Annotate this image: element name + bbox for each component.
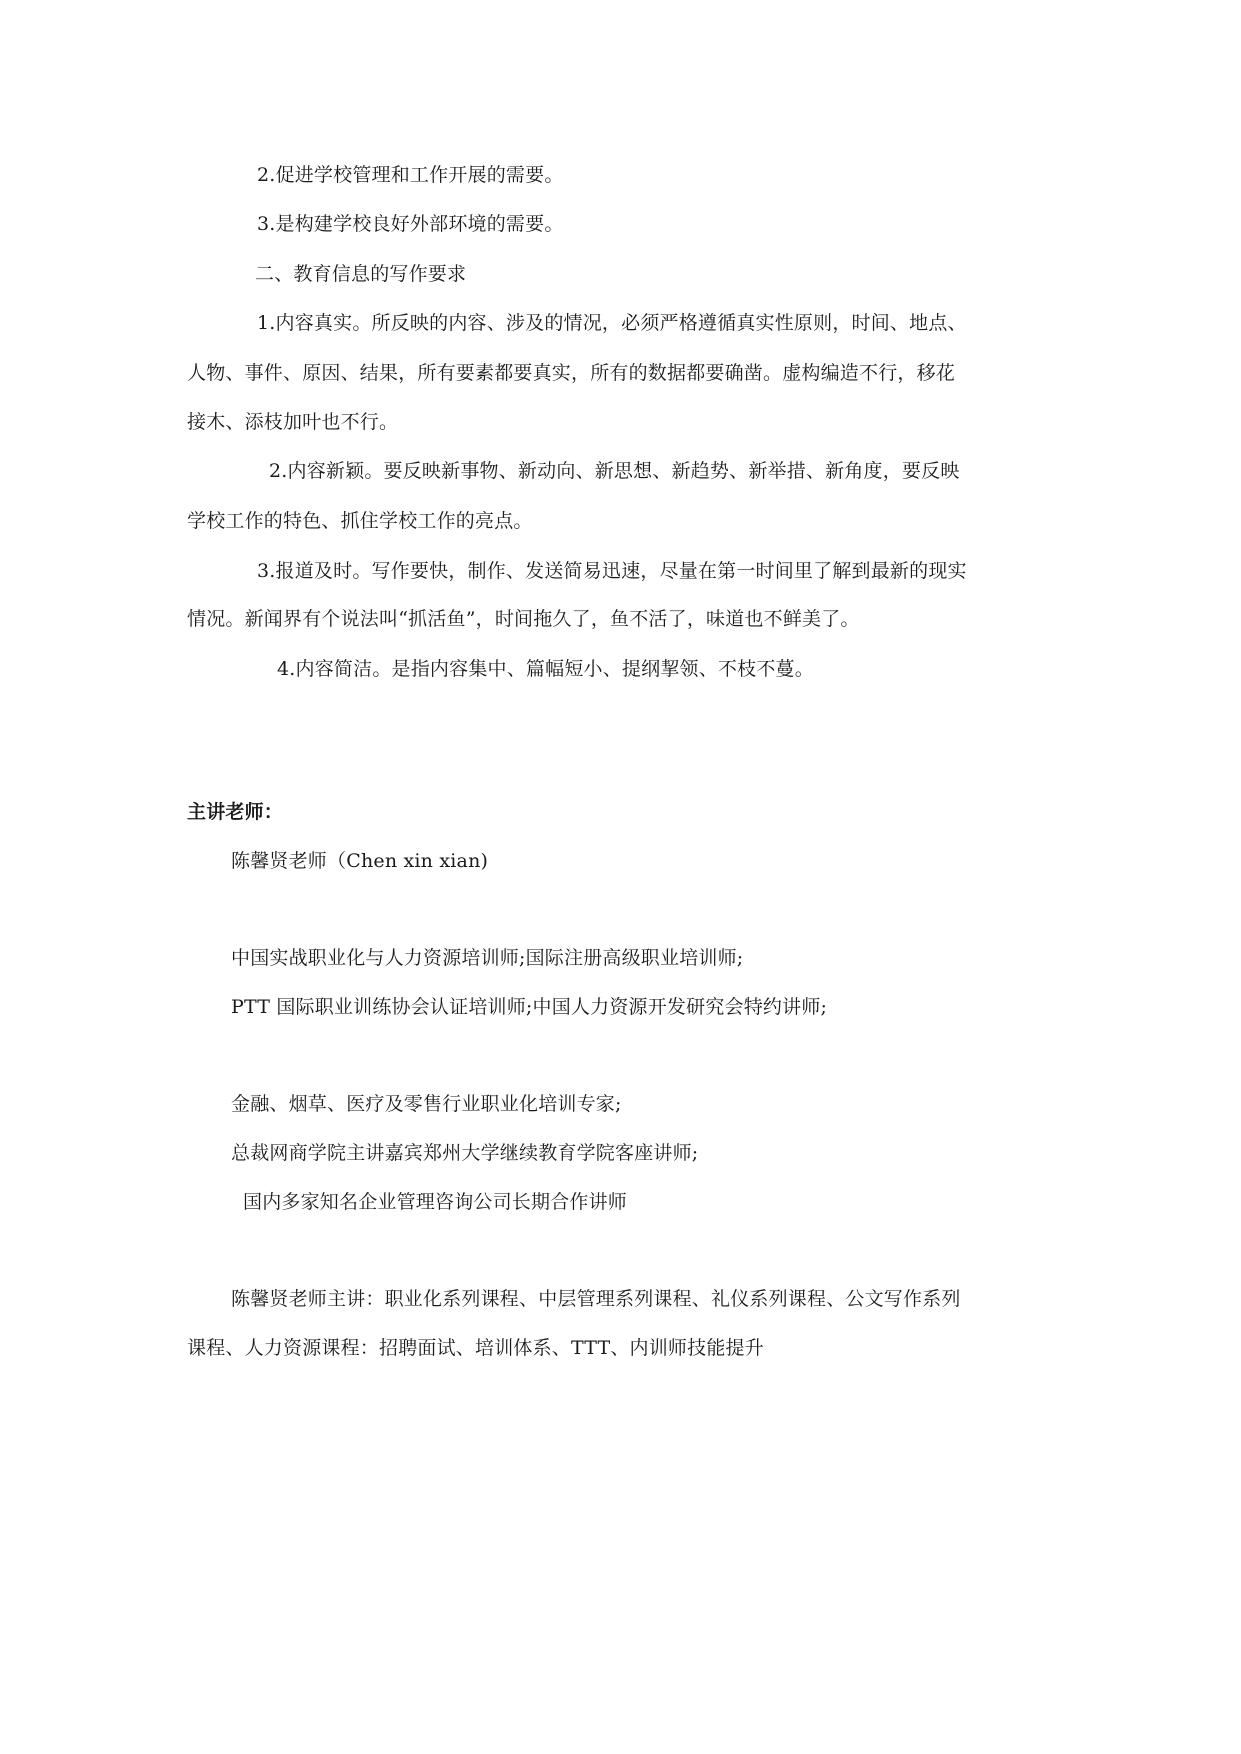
paragraph-1-line-3: 接木、添枝加叶也不行。: [187, 411, 399, 433]
teacher-name: 陈馨贤老师（Chen xin xian): [231, 850, 489, 872]
paragraph-4-line-1: 4.内容简洁。是指内容集中、篇幅短小、提纲挈领、不枝不蔓。: [277, 658, 814, 680]
section-one-item-3: 3.是构建学校良好外部环境的需要。: [257, 213, 564, 235]
paragraph-1-line-2: 人物、事件、原因、结果，所有要素都要真实，所有的数据都要确凿。虚构编造不行，移花: [187, 362, 956, 384]
section-one-item-2: 2.促进学校管理和工作开展的需要。: [257, 164, 564, 186]
paragraph-3-line-2: 情况。新闻界有个说法叫“抓活鱼”，时间拖久了，鱼不活了，味道也不鲜美了。: [187, 608, 860, 630]
teacher-title-1: 中国实战职业化与人力资源培训师;国际注册高级职业培训师;: [231, 947, 744, 969]
teacher-expert-2: 总裁网商学院主讲嘉宾郑州大学继续教育学院客座讲师;: [231, 1142, 699, 1164]
paragraph-3-line-1: 3.报道及时。写作要快，制作、发送简易迅速，尽量在第一时间里了解到最新的现实: [257, 560, 967, 582]
paragraph-2-line-2: 学校工作的特色、抓住学校工作的亮点。: [187, 510, 533, 532]
teacher-expert-3: 国内多家知名企业管理咨询公司长期合作讲师: [243, 1191, 628, 1213]
teacher-title-2: PTT 国际职业训练协会认证培训师;中国人力资源开发研究会特约讲师;: [231, 996, 828, 1018]
paragraph-1-line-1: 1.内容真实。所反映的内容、涉及的情况，必须严格遵循真实性原则，时间、地点、: [257, 312, 967, 334]
paragraph-2-line-1: 2.内容新颖。要反映新事物、新动向、新思想、新趋势、新举措、新角度，要反映: [269, 460, 960, 482]
section-two-heading: 二、教育信息的写作要求: [255, 263, 467, 285]
teacher-heading: 主讲老师：: [187, 801, 284, 823]
teacher-courses-line-1: 陈馨贤老师主讲：职业化系列课程、中层管理系列课程、礼仪系列课程、公文写作系列: [231, 1288, 961, 1310]
teacher-courses-line-2: 课程、人力资源课程：招聘面试、培训体系、TTT、内训师技能提升: [187, 1337, 764, 1359]
teacher-expert-1: 金融、烟草、医疗及零售行业职业化培训专家;: [231, 1093, 622, 1115]
